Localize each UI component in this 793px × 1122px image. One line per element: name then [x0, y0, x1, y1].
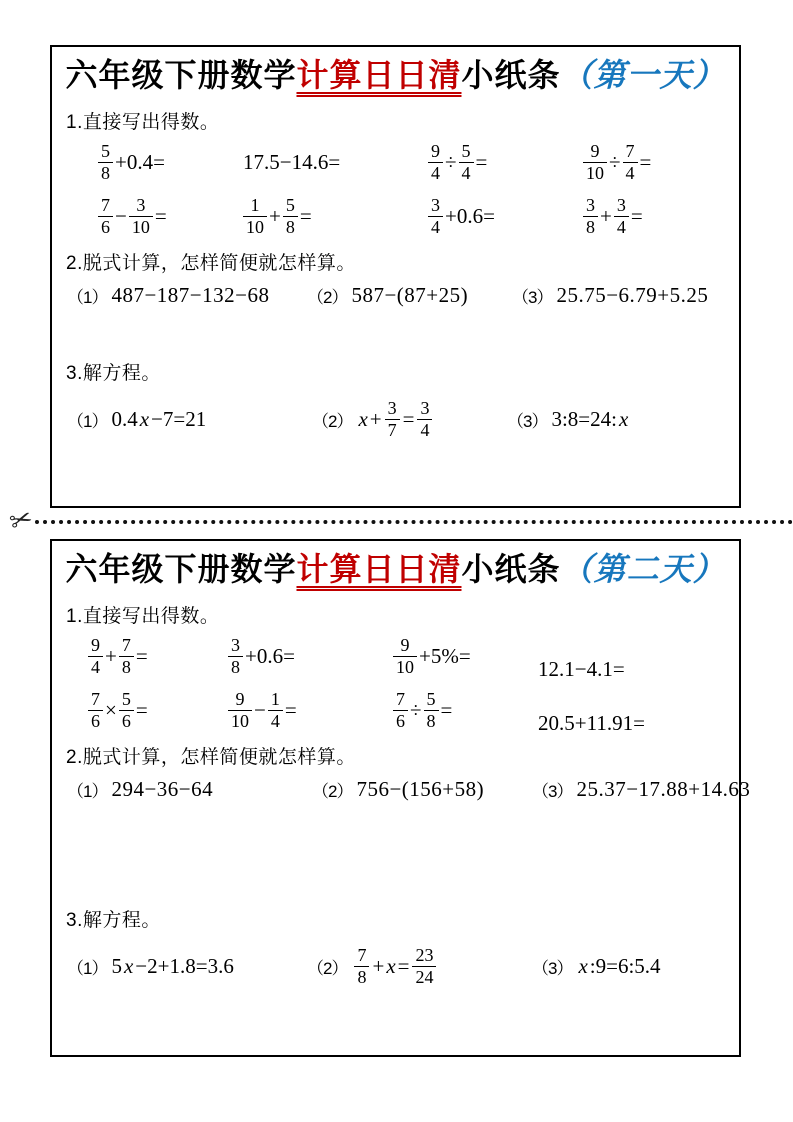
- fraction: $\frac{3}{4}$: [417, 399, 432, 440]
- q1-row-2: [52, 190, 739, 242]
- equation: [111, 393, 206, 445]
- math-text: =: [402, 406, 415, 431]
- q2-item-3: [512, 283, 739, 308]
- math-text: :9=6:5.4: [589, 953, 661, 978]
- math-problem: [87, 630, 227, 682]
- equation: [576, 940, 660, 992]
- question-2-label: 2.脱式计算，怎样简便就怎样算。: [66, 253, 356, 275]
- variable: x: [386, 953, 396, 978]
- worksheet-day-1: [50, 45, 741, 508]
- math-text: +5%=: [419, 643, 471, 668]
- fraction: $\frac{7}{6}$: [393, 690, 408, 731]
- math-text: +: [369, 406, 382, 431]
- fraction: $\frac{7}{6}$: [88, 690, 103, 731]
- expression: 587−(87+25): [351, 283, 469, 308]
- title-suffix: 小纸条: [461, 57, 561, 93]
- title-highlight: 计算日日清: [296, 551, 462, 587]
- math-text: +: [105, 643, 117, 668]
- fraction: $\frac{5}{8}$: [98, 142, 113, 183]
- expression: 756−(156+58): [356, 777, 485, 802]
- q3-items: [52, 393, 739, 445]
- fraction: $\frac{3}{8}$: [228, 636, 243, 677]
- math-text: −: [254, 697, 266, 722]
- question-2-label: 2.脱式计算，怎样简便就怎样算。: [66, 747, 356, 769]
- math-problem: [582, 190, 739, 242]
- q2-item-3: [532, 777, 750, 802]
- question-1-label: 1.直接写出得数。: [66, 606, 220, 628]
- math-problem: [97, 190, 242, 242]
- math-problem: [242, 136, 427, 188]
- fraction: $\frac{5}{8}$: [424, 690, 439, 731]
- page-title: [52, 550, 739, 588]
- math-problem: [582, 136, 739, 188]
- q1-row-1: [52, 136, 739, 188]
- math-text: =: [397, 953, 410, 978]
- math-text: =: [135, 697, 148, 722]
- fraction: $\frac{7}{6}$: [98, 196, 113, 237]
- math-text: 5: [111, 953, 122, 978]
- math-text: =: [284, 697, 297, 722]
- expression: 25.37−17.88+14.63: [576, 777, 751, 802]
- problem-number: （1）: [67, 958, 108, 978]
- problem-number: （3）: [532, 958, 573, 978]
- scissors-icon: ✂: [5, 501, 37, 538]
- math-text: 0.4: [111, 406, 138, 431]
- expression: 294−36−64: [111, 777, 214, 802]
- title-prefix: 六年级下册数学: [65, 551, 297, 587]
- math-problem: [97, 136, 242, 188]
- math-text: =: [475, 149, 488, 174]
- math-text: =: [299, 203, 312, 228]
- fraction: $\frac{9}{10}$: [583, 142, 607, 183]
- equation: [111, 940, 233, 992]
- problem-number: （1）: [67, 782, 108, 802]
- problem-number: （2）: [307, 958, 348, 978]
- q2-item-1: [67, 283, 307, 308]
- problem-number: （3）: [507, 411, 548, 431]
- variable: x: [139, 406, 150, 431]
- math-problem: [392, 630, 537, 682]
- problem-number: （2）: [312, 782, 353, 802]
- q3-item-1: [67, 940, 307, 992]
- math-problem: [537, 643, 739, 695]
- fraction: $\frac{7}{8}$: [119, 636, 134, 677]
- day-label: （第二天）: [560, 551, 726, 587]
- variable: x: [618, 406, 629, 431]
- math-text: +0.6=: [245, 643, 295, 668]
- fraction: $\frac{3}{4}$: [614, 196, 629, 237]
- math-text: 17.5−14.6=: [243, 149, 341, 174]
- math-text: =: [639, 149, 652, 174]
- q3-item-2: [312, 393, 507, 445]
- day-label: （第一天）: [560, 57, 726, 93]
- fraction: $\frac{3}{7}$: [385, 399, 400, 440]
- fraction: $\frac{9}{10}$: [393, 636, 417, 677]
- title-highlight: 计算日日清: [296, 57, 462, 93]
- fraction: $\frac{3}{8}$: [583, 196, 598, 237]
- math-text: ÷: [609, 149, 621, 174]
- fraction: $\frac{3}{10}$: [129, 196, 153, 237]
- problem-number: （3）: [512, 288, 553, 308]
- math-text: =: [440, 697, 453, 722]
- q3-item-1: [67, 393, 312, 445]
- fraction: $\frac{23}{24}$: [412, 946, 436, 987]
- q2-items: [52, 777, 751, 802]
- math-text: −: [115, 203, 127, 228]
- fraction: $\frac{1}{4}$: [268, 690, 283, 731]
- math-problem: [227, 684, 392, 736]
- math-problem: [427, 136, 582, 188]
- fraction: $\frac{9}{4}$: [88, 636, 103, 677]
- fraction: $\frac{5}{8}$: [283, 196, 298, 237]
- math-text: −7=21: [151, 406, 207, 431]
- expression: 487−187−132−68: [111, 283, 270, 308]
- math-problem: [537, 697, 739, 749]
- fraction: $\frac{9}{4}$: [428, 142, 443, 183]
- equation: [551, 393, 630, 445]
- math-text: =: [135, 643, 148, 668]
- problem-number: （1）: [67, 288, 108, 308]
- fraction: $\frac{9}{10}$: [228, 690, 252, 731]
- math-problem: [392, 684, 537, 736]
- problem-number: （1）: [67, 411, 108, 431]
- variable: x: [123, 953, 134, 978]
- math-text: 3:8=24:: [551, 406, 617, 431]
- math-text: ÷: [445, 149, 457, 174]
- math-text: 20.5+11.91=: [538, 710, 645, 735]
- q3-items: [52, 940, 739, 992]
- title-suffix: 小纸条: [461, 551, 561, 587]
- problem-number: （2）: [312, 411, 353, 431]
- fraction: $\frac{1}{10}$: [243, 196, 267, 237]
- worksheet-day-2: [50, 539, 751, 1057]
- q3-item-3: [507, 393, 739, 445]
- expression: 25.75−6.79+5.25: [556, 283, 709, 308]
- problem-number: （3）: [532, 782, 573, 802]
- math-text: +: [269, 203, 281, 228]
- question-3-label: 3.解方程。: [66, 363, 161, 385]
- title-prefix: 六年级下册数学: [65, 57, 297, 93]
- math-problem: [427, 190, 582, 242]
- math-text: =: [630, 203, 643, 228]
- fraction: $\frac{3}{4}$: [428, 196, 443, 237]
- equation: [351, 940, 439, 992]
- variable: x: [578, 953, 588, 978]
- q1-row-1: [52, 630, 739, 682]
- question-3-label: 3.解方程。: [66, 910, 161, 932]
- q2-item-2: [312, 777, 532, 802]
- q3-item-3: [532, 940, 739, 992]
- math-text: −2+1.8=3.6: [135, 953, 234, 978]
- dotted-cut-line: [35, 520, 793, 524]
- q2-item-2: [307, 283, 512, 308]
- equation: [356, 393, 435, 445]
- math-problem: [87, 684, 227, 736]
- math-text: ÷: [410, 697, 422, 722]
- fraction: $\frac{7}{8}$: [354, 946, 369, 987]
- math-text: +0.4=: [115, 149, 165, 174]
- q2-items: [52, 283, 739, 308]
- math-text: +0.6=: [445, 203, 495, 228]
- q2-item-1: [67, 777, 312, 802]
- math-problem: [227, 630, 392, 682]
- math-text: =: [154, 203, 167, 228]
- math-text: +: [600, 203, 612, 228]
- fraction: $\frac{5}{4}$: [459, 142, 474, 183]
- math-text: 12.1−4.1=: [538, 656, 625, 681]
- question-1-label: 1.直接写出得数。: [66, 112, 220, 134]
- fraction: $\frac{5}{6}$: [119, 690, 134, 731]
- math-text: +: [372, 953, 385, 978]
- q3-item-2: [307, 940, 532, 992]
- cut-divider: [0, 500, 793, 540]
- math-problem: [242, 190, 427, 242]
- math-text: ×: [105, 697, 117, 722]
- fraction: $\frac{7}{4}$: [623, 142, 638, 183]
- variable: x: [358, 406, 368, 431]
- page-title: [52, 56, 739, 94]
- problem-number: （2）: [307, 288, 348, 308]
